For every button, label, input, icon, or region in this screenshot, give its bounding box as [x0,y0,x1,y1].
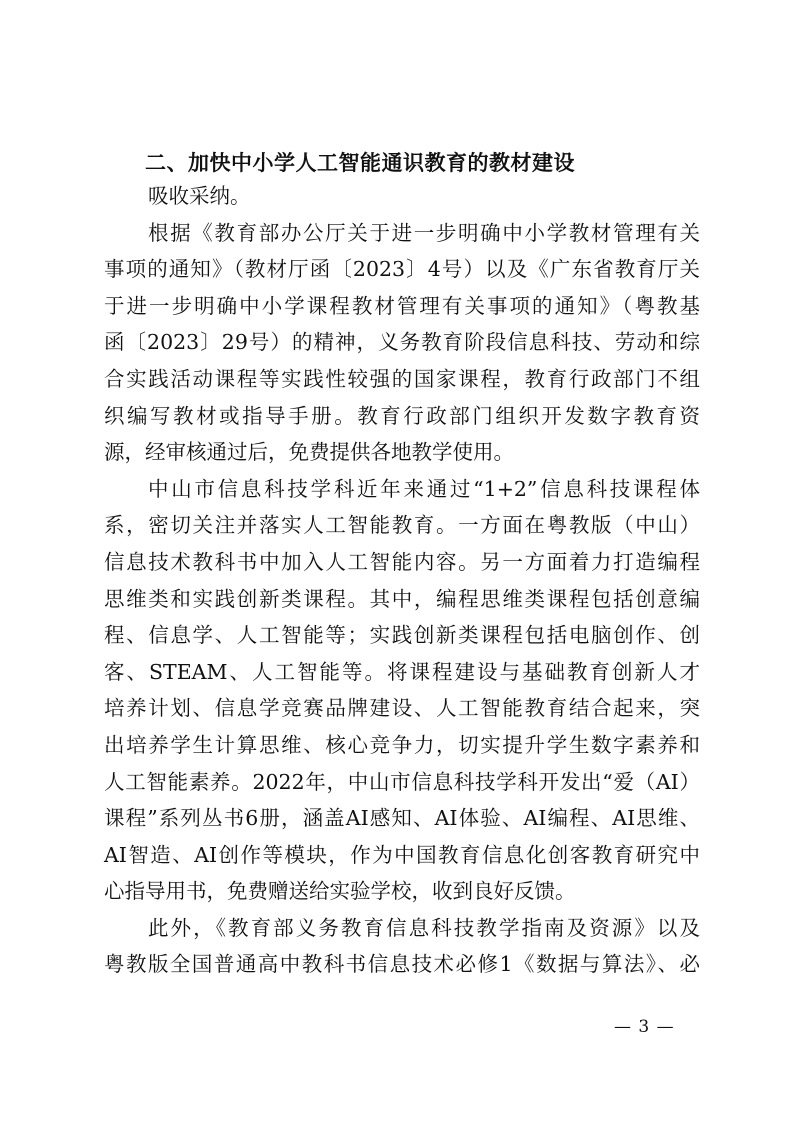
body-text [104,178,700,983]
text-line: 中山市信息科技学科近年来通过“1+2”信息科技课程体 [148,476,700,501]
text-line: 思维类和实践创新类课程。其中，编程思维类课程包括创意编 [104,586,700,611]
text-line: 函〔2023〕29号）的精神，义务教育阶段信息科技、劳动和综 [104,330,700,355]
text-line: 人工智能素养。2022年，中山市信息科技学科开发出“爱（AI） [104,769,700,794]
text-line: 此外，《教育部义务教育信息科技教学指南及资源》以及 [148,915,700,940]
text-line: AI智造、AI创作等模块，作为中国教育信息化创客教育研究中 [104,842,700,867]
text-line: 出培养学生计算思维、核心竞争力，切实提升学生数字素养和 [104,732,700,757]
text-line: 事项的通知》（教材厅函〔2023〕4号）以及《广东省教育厅关 [104,257,700,282]
paragraph [104,471,700,910]
text-line: 吸收采纳。 [148,184,251,208]
text-line: 培养计划、信息学竞赛品牌建设、人工智能教育结合起来，突 [104,696,700,721]
text-line: 织编写教材或指导手册。教育行政部门组织开发数字教育资 [104,403,700,428]
text-line: 客、STEAM、人工智能等。将课程建设与基础教育创新人才 [104,659,700,684]
text-line: 心指导用书，免费赠送给实验学校，收到良好反馈。 [104,879,576,904]
text-line: 粤教版全国普通高中教科书信息技术必修1《数据与算法》、必 [104,952,700,977]
text-line: 系，密切关注并落实人工智能教育。一方面在粤教版（中山） [104,513,700,538]
text-line: 程、信息学、人工智能等；实践创新类课程包括电脑创作、创 [104,623,700,648]
text-line: 合实践活动课程等实践性较强的国家课程，教育行政部门不组 [104,366,700,391]
paragraph [104,215,700,471]
paragraph [104,178,700,215]
section-heading: 二、加快中小学人工智能通识教育的教材建设 [145,151,575,175]
text-line: 信息技术教科书中加入人工智能内容。另一方面着力打造编程 [104,549,700,574]
text-line: 源，经审核通过后，免费提供各地教学使用。 [104,440,514,465]
text-line: 于进一步明确中小学课程教材管理有关事项的通知》（粤教基 [104,293,700,318]
text-line: 根据《教育部办公厅关于进一步明确中小学教材管理有关 [148,220,700,245]
paragraph [104,910,700,983]
text-line: 课程”系列丛书6册，涵盖AI感知、AI体验、AI编程、AI思维、 [104,806,700,831]
page-number: — 3 — [614,1017,675,1037]
